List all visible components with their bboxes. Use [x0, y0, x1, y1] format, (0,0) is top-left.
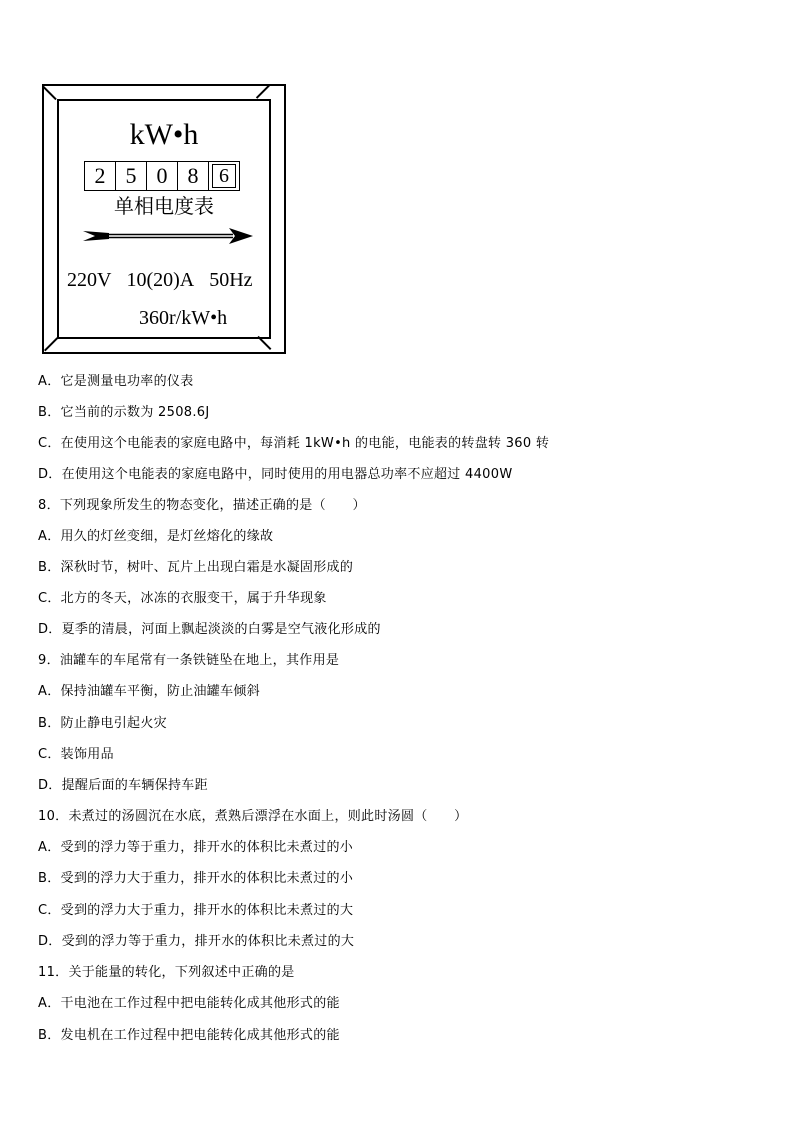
frame-corner	[44, 337, 58, 351]
meter-digit: 8	[178, 162, 209, 190]
meter-revolutions: 360r/kW•h	[139, 307, 228, 329]
meter-frequency: 50Hz	[209, 269, 253, 291]
option-text: B．它当前的示数为 2508.6J	[38, 405, 210, 420]
option-text: B．防止静电引起火灾	[38, 716, 167, 731]
option-text: C．在使用这个电能表的家庭电路中，每消耗 1kW•h 的电能，电能表的转盘转 360 转	[38, 436, 550, 451]
option-text: C．受到的浮力大于重力，排开水的体积比未煮过的大	[38, 903, 354, 918]
meter-digit-display	[84, 161, 240, 191]
option-text: A．它是测量电功率的仪表	[38, 374, 194, 389]
meter-current: 10(20)A	[126, 269, 195, 291]
option-text: D．受到的浮力等于重力，排开水的体积比未煮过的大	[38, 934, 355, 949]
meter-voltage: 220V	[67, 269, 112, 291]
meter-unit-label: kW•h	[129, 118, 199, 151]
meter-digit: 5	[116, 162, 147, 190]
meter-name-label: 单相电度表	[114, 194, 214, 218]
option-text: A．干电池在工作过程中把电能转化成其他形式的能	[38, 996, 340, 1011]
option-text: B．发电机在工作过程中把电能转化成其他形式的能	[38, 1028, 340, 1043]
frame-corner	[43, 86, 57, 100]
option-text: B．深秋时节，树叶、瓦片上出现白霜是水凝固形成的	[38, 560, 354, 575]
question-stem: 10．未煮过的汤圆沉在水底，煮熟后漂浮在水面上，则此时汤圆（ ）	[38, 809, 468, 824]
arrow-icon	[83, 225, 253, 247]
option-text: A．用久的灯丝变细，是灯丝熔化的缘故	[38, 529, 274, 544]
meter-digit: 0	[147, 162, 178, 190]
option-text: D．夏季的清晨，河面上飘起淡淡的白雾是空气液化形成的	[38, 622, 381, 637]
option-text: A．保持油罐车平衡，防止油罐车倾斜	[38, 684, 260, 699]
question-stem: 8．下列现象所发生的物态变化，描述正确的是（ ）	[38, 498, 366, 513]
electric-meter-figure	[42, 84, 286, 354]
question-stem: 9．油罐车的车尾常有一条铁链坠在地上，其作用是	[38, 653, 340, 668]
option-text: D．在使用这个电能表的家庭电路中，同时使用的用电器总功率不应超过 4400W	[38, 467, 513, 482]
option-text: C．北方的冬天，冰冻的衣服变干，属于升华现象	[38, 591, 327, 606]
option-text: B．受到的浮力大于重力，排开水的体积比未煮过的小	[38, 871, 354, 886]
meter-specs	[67, 267, 269, 293]
meter-decimal-digit	[209, 162, 239, 190]
option-text: C．装饰用品	[38, 747, 114, 762]
meter-face	[57, 99, 271, 339]
option-text: D．提醒后面的车辆保持车距	[38, 778, 208, 793]
meter-decimal-digit-value: 6	[212, 164, 236, 188]
frame-corner	[256, 85, 270, 99]
question-stem: 11．关于能量的转化，下列叙述中正确的是	[38, 965, 295, 980]
meter-digit: 2	[85, 162, 116, 190]
option-text: A．受到的浮力等于重力，排开水的体积比未煮过的小	[38, 840, 354, 855]
